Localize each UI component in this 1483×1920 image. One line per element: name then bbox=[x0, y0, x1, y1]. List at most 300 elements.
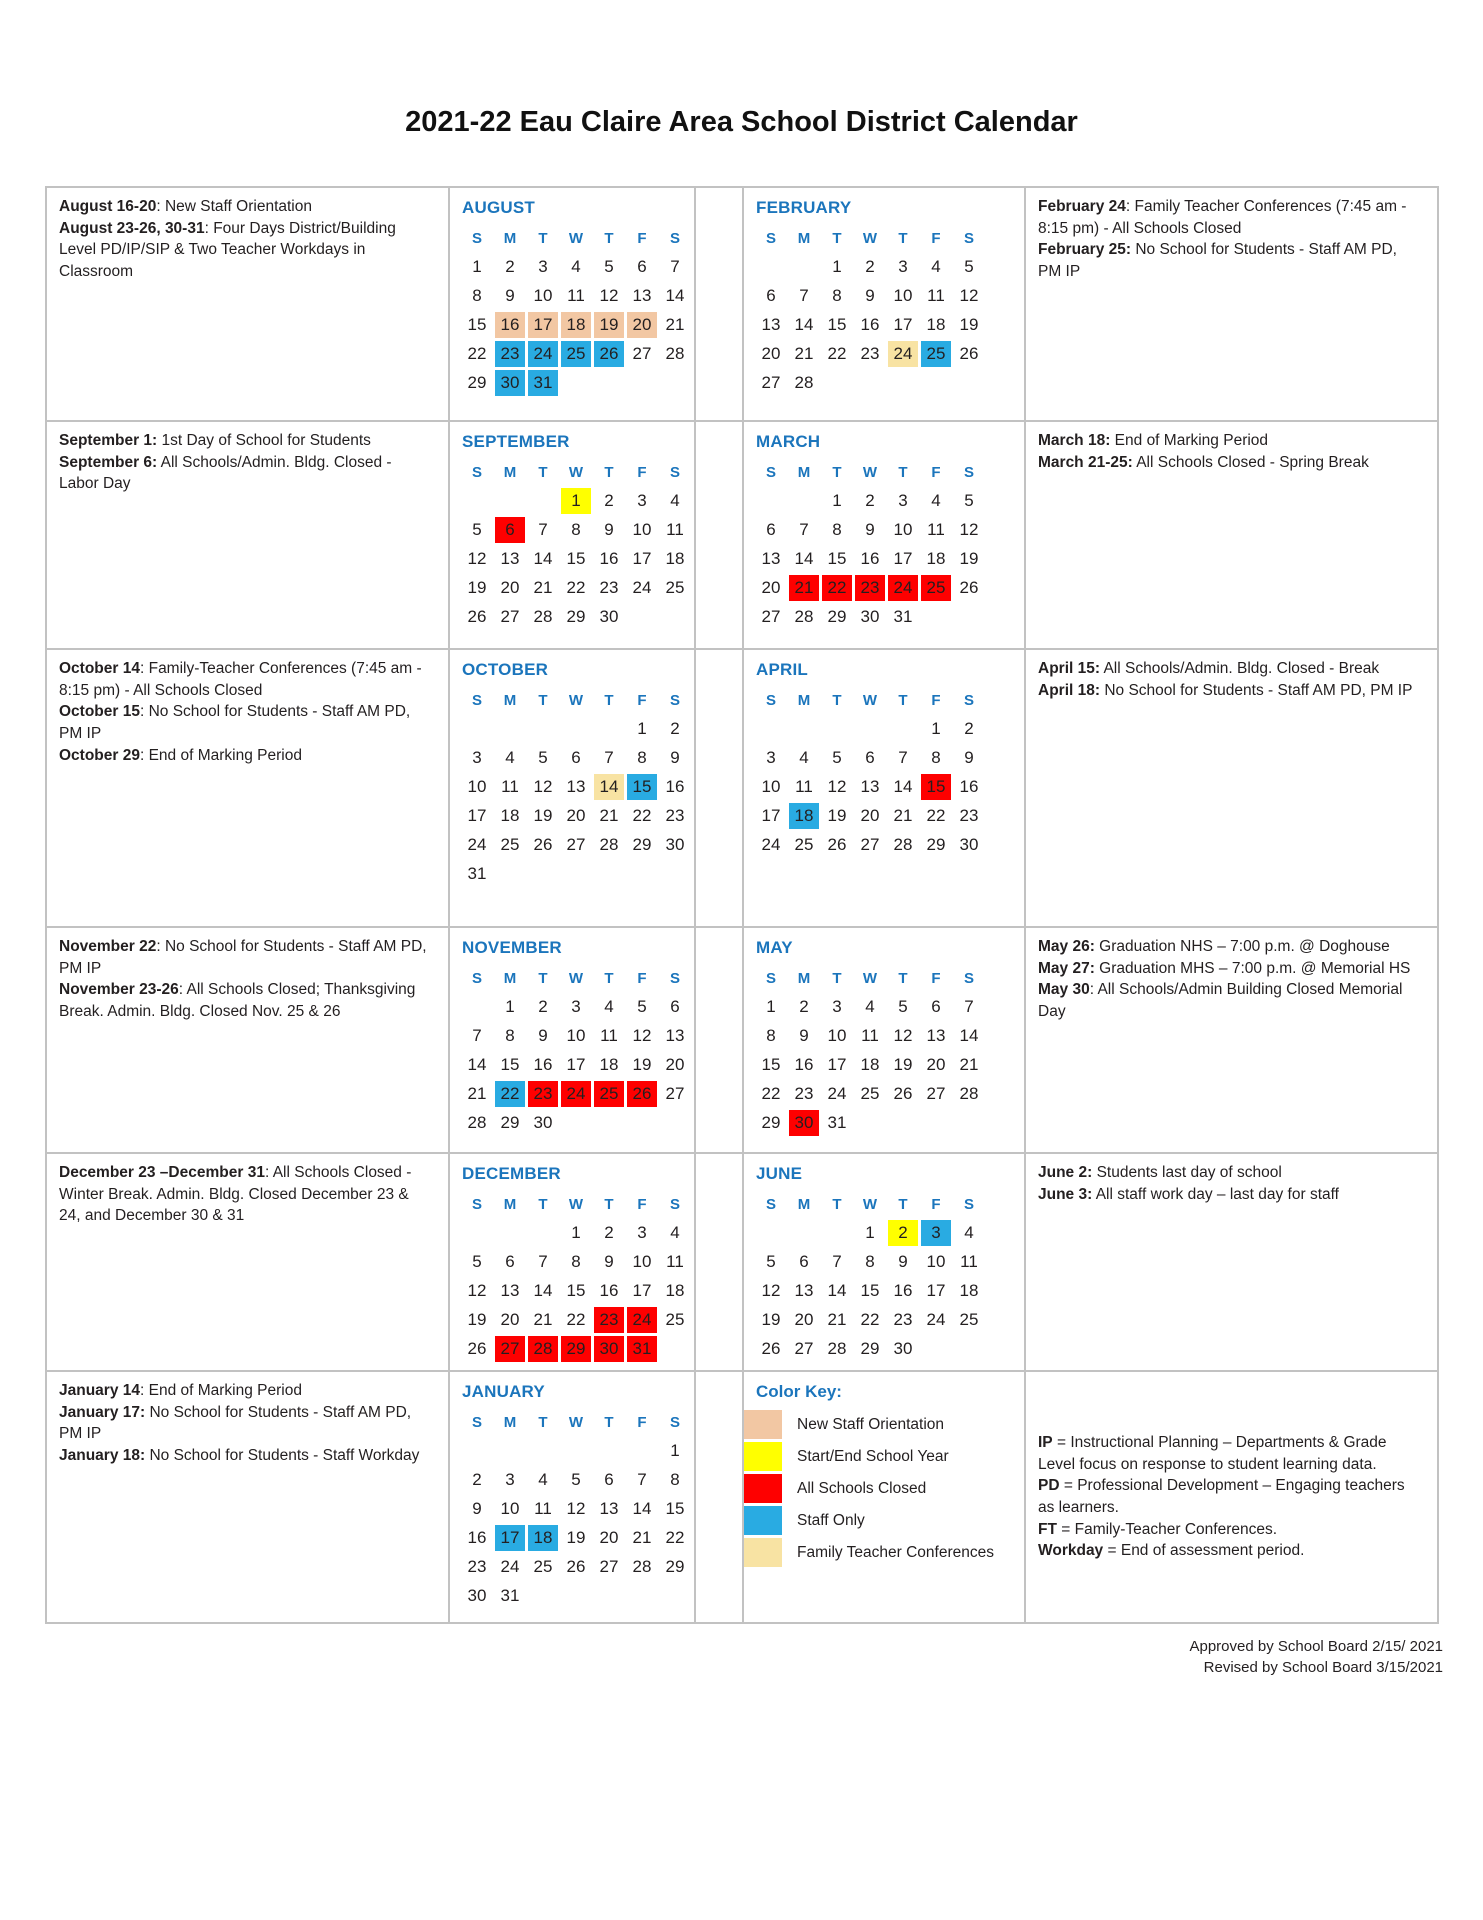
day-cell: 22 bbox=[926, 806, 946, 825]
blank-cell bbox=[888, 716, 918, 742]
note-event bbox=[59, 979, 434, 1022]
month-title: APRIL bbox=[756, 660, 808, 679]
blank-cell bbox=[528, 488, 558, 514]
day-cell: 10 bbox=[566, 1026, 586, 1045]
spacer-cell bbox=[696, 650, 742, 926]
day-cell: 7 bbox=[472, 1026, 482, 1045]
day-cell: 18 bbox=[789, 803, 819, 829]
day-cell: 2 bbox=[604, 1223, 614, 1242]
note-event-label: October 15 bbox=[59, 703, 140, 721]
day-cell: 19 bbox=[632, 1055, 652, 1074]
day-of-week-header: T bbox=[832, 463, 842, 481]
day-of-week-header: S bbox=[765, 1195, 776, 1213]
note-event-text: No School for Students - Staff AM PD, PM IP bbox=[1038, 241, 1397, 281]
day-cell: 24 bbox=[627, 1307, 657, 1333]
note-event-label: IP bbox=[1038, 1434, 1053, 1451]
day-cell: 21 bbox=[632, 1528, 652, 1547]
day-cell: 10 bbox=[467, 777, 487, 796]
day-cell: 16 bbox=[665, 777, 685, 796]
day-cell: 13 bbox=[632, 286, 652, 305]
day-cell: 22 bbox=[632, 806, 652, 825]
day-cell: 17 bbox=[495, 1525, 525, 1551]
day-of-week-header: T bbox=[832, 229, 842, 247]
note-event-label: April 15: bbox=[1038, 660, 1101, 677]
day-cell: 3 bbox=[766, 748, 776, 767]
day-cell: 26 bbox=[893, 1084, 913, 1103]
day-cell: 10 bbox=[761, 777, 781, 796]
note-event-label: April 18: bbox=[1038, 681, 1101, 699]
day-of-week-header: W bbox=[862, 969, 878, 987]
day-cell: 18 bbox=[528, 1525, 558, 1551]
day-cell: 19 bbox=[959, 549, 979, 568]
month-title: JANUARY bbox=[462, 1382, 545, 1401]
spacer-cell bbox=[696, 422, 742, 648]
note-event bbox=[1038, 1475, 1423, 1518]
note-event-text: : End of Marking Period bbox=[139, 746, 302, 764]
day-cell: 22 bbox=[822, 575, 852, 601]
day-cell: 9 bbox=[964, 748, 974, 767]
day-cell: 2 bbox=[799, 997, 809, 1016]
day-cell: 29 bbox=[860, 1339, 880, 1358]
days-grid bbox=[756, 687, 1024, 858]
note-event-text: : End of Marking Period bbox=[140, 1382, 302, 1399]
day-cell: 26 bbox=[467, 607, 487, 626]
day-cell: 12 bbox=[599, 286, 619, 305]
note-event bbox=[1038, 239, 1423, 282]
day-cell: 8 bbox=[571, 1252, 581, 1271]
day-cell: 21 bbox=[599, 806, 619, 825]
day-cell: 13 bbox=[500, 1281, 520, 1300]
day-cell: 17 bbox=[893, 315, 913, 334]
day-cell: 11 bbox=[567, 286, 585, 305]
day-cell: 10 bbox=[533, 286, 553, 305]
note-event-text: : Four Days District/Building Level PD/IP/SIP & Two Teacher Workdays in Classroom bbox=[59, 219, 396, 281]
day-cell: 12 bbox=[533, 777, 553, 796]
day-cell: 29 bbox=[761, 1113, 781, 1132]
blank-cell bbox=[495, 1220, 525, 1246]
days-grid bbox=[462, 225, 694, 396]
day-of-week-header: S bbox=[963, 691, 974, 709]
day-cell: 23 bbox=[893, 1310, 913, 1329]
note-event-text: All Schools/Admin. Bldg. Closed - Labor Day bbox=[59, 453, 392, 493]
day-cell: 25 bbox=[921, 341, 951, 367]
month-title: OCTOBER bbox=[462, 660, 549, 679]
day-cell: 9 bbox=[898, 1252, 908, 1271]
day-cell: 24 bbox=[528, 341, 558, 367]
day-cell: 9 bbox=[604, 1252, 614, 1271]
note-event-label: March 21-25: bbox=[1038, 453, 1133, 471]
note-event bbox=[59, 1445, 434, 1467]
day-cell: 12 bbox=[467, 549, 487, 568]
day-cell: 4 bbox=[670, 1223, 680, 1242]
day-of-week-header: F bbox=[637, 1413, 647, 1431]
blank-cell bbox=[495, 716, 525, 742]
day-cell: 10 bbox=[500, 1499, 520, 1518]
day-of-week-header: T bbox=[898, 691, 908, 709]
note-event-text: = Family-Teacher Conferences. bbox=[1056, 1520, 1278, 1538]
day-of-week-header: T bbox=[832, 969, 842, 987]
day-cell: 29 bbox=[566, 607, 586, 626]
day-of-week-header: M bbox=[503, 1195, 517, 1213]
day-cell: 23 bbox=[794, 1084, 814, 1103]
day-cell: 8 bbox=[637, 748, 647, 767]
day-cell: 2 bbox=[670, 719, 680, 738]
day-cell: 24 bbox=[500, 1557, 520, 1576]
note-event bbox=[1038, 658, 1423, 680]
day-cell: 20 bbox=[665, 1055, 685, 1074]
note-event-text: No School for Students - Staff AM PD, PM IP bbox=[59, 1403, 412, 1443]
day-cell: 11 bbox=[927, 520, 945, 539]
day-cell: 8 bbox=[931, 748, 941, 767]
day-of-week-header: M bbox=[797, 463, 811, 481]
day-of-week-header: S bbox=[765, 691, 776, 709]
day-cell: 16 bbox=[533, 1055, 553, 1074]
day-cell: 4 bbox=[670, 491, 680, 510]
day-cell: 18 bbox=[959, 1281, 979, 1300]
day-cell: 25 bbox=[959, 1310, 979, 1329]
day-cell: 23 bbox=[855, 575, 885, 601]
day-cell: 8 bbox=[472, 286, 482, 305]
day-cell: 30 bbox=[495, 370, 525, 396]
note-event bbox=[59, 1162, 434, 1227]
day-of-week-header: W bbox=[568, 1195, 584, 1213]
day-cell: 2 bbox=[865, 491, 875, 510]
day-cell: 11 bbox=[600, 1026, 618, 1045]
day-cell: 7 bbox=[898, 748, 908, 767]
blank-cell bbox=[822, 1220, 852, 1246]
day-of-week-header: T bbox=[898, 1195, 908, 1213]
day-cell: 7 bbox=[604, 748, 614, 767]
day-cell: 20 bbox=[926, 1055, 946, 1074]
day-cell: 10 bbox=[893, 520, 913, 539]
day-cell: 9 bbox=[538, 1026, 548, 1045]
month-title: DECEMBER bbox=[462, 1164, 561, 1183]
day-cell: 29 bbox=[632, 835, 652, 854]
left-note bbox=[47, 1372, 448, 1622]
day-cell: 3 bbox=[898, 491, 908, 510]
day-cell: 17 bbox=[632, 549, 652, 568]
note-event bbox=[59, 936, 434, 979]
day-cell: 24 bbox=[467, 835, 487, 854]
day-of-week-header: S bbox=[471, 969, 482, 987]
day-cell: 27 bbox=[761, 373, 781, 392]
day-cell: 28 bbox=[533, 607, 553, 626]
note-event-text: All Schools Closed - Spring Break bbox=[1132, 453, 1369, 471]
color-key-item bbox=[744, 1442, 1024, 1471]
note-event-label: June 2: bbox=[1038, 1164, 1093, 1181]
day-cell: 3 bbox=[505, 1470, 515, 1489]
day-cell: 19 bbox=[533, 806, 553, 825]
month-title: MAY bbox=[756, 938, 793, 957]
blank-cell bbox=[462, 488, 492, 514]
day-of-week-header: F bbox=[931, 1195, 941, 1213]
note-event-label: October 29 bbox=[59, 746, 140, 764]
day-cell: 26 bbox=[533, 835, 553, 854]
note-event-text: : All Schools Closed; Thanksgiving Break. Admin. Bldg. Closed Nov. 25 & 26 bbox=[59, 981, 416, 1021]
new_staff-swatch bbox=[744, 1410, 782, 1439]
day-cell: 15 bbox=[665, 1499, 685, 1518]
day-cell: 19 bbox=[761, 1310, 781, 1329]
day-cell: 26 bbox=[627, 1081, 657, 1107]
month-june bbox=[744, 1154, 1024, 1370]
day-cell: 18 bbox=[665, 549, 685, 568]
day-cell: 16 bbox=[599, 1281, 619, 1300]
day-of-week-header: F bbox=[637, 1195, 647, 1213]
day-cell: 21 bbox=[827, 1310, 847, 1329]
day-cell: 1 bbox=[832, 491, 842, 510]
month-title: FEBRUARY bbox=[756, 198, 852, 217]
day-cell: 19 bbox=[467, 578, 487, 597]
day-cell: 14 bbox=[533, 549, 553, 568]
note-event-text: = End of assessment period. bbox=[1103, 1542, 1305, 1560]
day-cell: 20 bbox=[566, 806, 586, 825]
day-cell: 23 bbox=[467, 1557, 487, 1576]
month-september bbox=[450, 422, 694, 648]
day-of-week-header: T bbox=[832, 691, 842, 709]
day-cell: 26 bbox=[827, 835, 847, 854]
day-cell: 15 bbox=[566, 549, 586, 568]
day-of-week-header: F bbox=[931, 229, 941, 247]
note-event-label: November 23-26 bbox=[59, 981, 179, 999]
day-cell: 25 bbox=[533, 1557, 553, 1576]
day-cell: 30 bbox=[665, 835, 685, 854]
day-of-week-header: T bbox=[604, 691, 614, 709]
note-event bbox=[59, 658, 434, 701]
day-cell: 27 bbox=[632, 344, 652, 363]
note-event bbox=[1038, 936, 1423, 958]
note-event-label: December 23 –December 31 bbox=[59, 1164, 265, 1181]
note-event-label: PD bbox=[1038, 1477, 1060, 1495]
day-cell: 29 bbox=[561, 1336, 591, 1362]
blank-cell bbox=[789, 254, 819, 280]
day-cell: 22 bbox=[827, 344, 847, 363]
right-note bbox=[1026, 1154, 1437, 1370]
day-cell: 20 bbox=[500, 1310, 520, 1329]
staff_only-swatch bbox=[744, 1506, 782, 1535]
blank-cell bbox=[789, 488, 819, 514]
note-event-text: : New Staff Orientation bbox=[156, 198, 312, 215]
day-cell: 22 bbox=[566, 1310, 586, 1329]
day-cell: 6 bbox=[865, 748, 875, 767]
note-event bbox=[1038, 1519, 1423, 1541]
day-cell: 3 bbox=[921, 1220, 951, 1246]
day-cell: 7 bbox=[832, 1252, 842, 1271]
note-event bbox=[59, 1402, 434, 1445]
blank-cell bbox=[627, 1438, 657, 1464]
day-cell: 1 bbox=[571, 1223, 581, 1242]
day-of-week-header: T bbox=[538, 1195, 548, 1213]
day-cell: 15 bbox=[566, 1281, 586, 1300]
day-cell: 30 bbox=[959, 835, 979, 854]
day-of-week-header: W bbox=[568, 229, 584, 247]
day-cell: 7 bbox=[538, 520, 548, 539]
color-key-label: Family Teacher Conferences bbox=[797, 1543, 994, 1561]
day-cell: 15 bbox=[627, 774, 657, 800]
day-of-week-header: S bbox=[765, 969, 776, 987]
note-event-text: All Schools/Admin. Bldg. Closed - Break bbox=[1100, 660, 1380, 677]
day-of-week-header: W bbox=[568, 463, 584, 481]
note-event-label: August 16-20 bbox=[59, 198, 157, 215]
day-cell: 18 bbox=[599, 1055, 619, 1074]
day-cell: 8 bbox=[766, 1026, 776, 1045]
day-cell: 24 bbox=[926, 1310, 946, 1329]
day-cell: 21 bbox=[893, 806, 913, 825]
day-cell: 15 bbox=[921, 774, 951, 800]
note-event-text: Graduation NHS – 7:00 p.m. @ Doghouse bbox=[1094, 938, 1390, 955]
day-of-week-header: S bbox=[669, 1413, 680, 1431]
start_end-swatch bbox=[744, 1442, 782, 1471]
day-cell: 12 bbox=[959, 286, 979, 305]
day-of-week-header: T bbox=[604, 1195, 614, 1213]
day-cell: 8 bbox=[571, 520, 581, 539]
day-cell: 18 bbox=[926, 549, 946, 568]
day-cell: 1 bbox=[637, 719, 647, 738]
note-event-label: March 18: bbox=[1038, 432, 1111, 449]
day-cell: 14 bbox=[632, 1499, 652, 1518]
day-of-week-header: W bbox=[862, 229, 878, 247]
note-event-label: June 3: bbox=[1038, 1185, 1093, 1203]
day-cell: 2 bbox=[964, 719, 974, 738]
day-cell: 9 bbox=[670, 748, 680, 767]
note-event-label: May 26: bbox=[1038, 938, 1095, 955]
blank-cell bbox=[855, 716, 885, 742]
day-cell: 5 bbox=[964, 257, 974, 276]
day-cell: 2 bbox=[505, 257, 515, 276]
day-of-week-header: W bbox=[568, 969, 584, 987]
day-cell: 22 bbox=[761, 1084, 781, 1103]
day-cell: 11 bbox=[960, 1252, 978, 1271]
days-grid bbox=[756, 225, 1024, 396]
note-event-label: February 25: bbox=[1038, 241, 1132, 259]
note-event bbox=[1038, 1432, 1423, 1475]
blank-cell bbox=[594, 716, 624, 742]
day-cell: 24 bbox=[827, 1084, 847, 1103]
day-cell: 20 bbox=[599, 1528, 619, 1547]
day-of-week-header: S bbox=[765, 463, 776, 481]
right-note bbox=[1026, 650, 1437, 926]
day-cell: 4 bbox=[538, 1470, 548, 1489]
day-cell: 5 bbox=[571, 1470, 581, 1489]
day-of-week-header: S bbox=[669, 969, 680, 987]
note-event-text: = Professional Development – Engaging teachers as learners. bbox=[1038, 1477, 1405, 1517]
day-cell: 31 bbox=[627, 1336, 657, 1362]
day-cell: 28 bbox=[528, 1336, 558, 1362]
day-cell: 16 bbox=[860, 549, 880, 568]
day-cell: 18 bbox=[860, 1055, 880, 1074]
day-of-week-header: S bbox=[669, 1195, 680, 1213]
day-cell: 27 bbox=[926, 1084, 946, 1103]
day-cell: 30 bbox=[789, 1110, 819, 1136]
day-of-week-header: S bbox=[963, 969, 974, 987]
day-cell: 13 bbox=[500, 549, 520, 568]
day-cell: 9 bbox=[865, 286, 875, 305]
day-cell: 21 bbox=[467, 1084, 487, 1103]
day-of-week-header: W bbox=[568, 691, 584, 709]
day-cell: 2 bbox=[865, 257, 875, 276]
day-cell: 6 bbox=[571, 748, 581, 767]
day-of-week-header: W bbox=[862, 1195, 878, 1213]
day-cell: 20 bbox=[794, 1310, 814, 1329]
day-cell: 1 bbox=[832, 257, 842, 276]
day-cell: 26 bbox=[959, 344, 979, 363]
blank-cell bbox=[756, 488, 786, 514]
note-event-text: 1st Day of School for Students bbox=[157, 432, 371, 449]
day-cell: 3 bbox=[637, 1223, 647, 1242]
day-cell: 30 bbox=[893, 1339, 913, 1358]
day-cell: 23 bbox=[528, 1081, 558, 1107]
day-cell: 9 bbox=[505, 286, 515, 305]
day-cell: 11 bbox=[501, 777, 519, 796]
day-cell: 14 bbox=[794, 549, 814, 568]
day-cell: 24 bbox=[888, 341, 918, 367]
day-of-week-header: T bbox=[604, 463, 614, 481]
day-cell: 9 bbox=[799, 1026, 809, 1045]
day-cell: 24 bbox=[888, 575, 918, 601]
day-cell: 27 bbox=[500, 607, 520, 626]
day-of-week-header: T bbox=[898, 463, 908, 481]
day-cell: 5 bbox=[472, 520, 482, 539]
day-cell: 12 bbox=[467, 1281, 487, 1300]
day-of-week-header: T bbox=[832, 1195, 842, 1213]
right-note bbox=[1026, 188, 1437, 420]
day-of-week-header: T bbox=[898, 229, 908, 247]
note-event-label: January 18: bbox=[59, 1447, 146, 1465]
day-cell: 5 bbox=[472, 1252, 482, 1271]
day-cell: 19 bbox=[827, 806, 847, 825]
blank-cell bbox=[594, 1438, 624, 1464]
day-of-week-header: S bbox=[471, 229, 482, 247]
day-of-week-header: F bbox=[637, 463, 647, 481]
day-cell: 10 bbox=[632, 1252, 652, 1271]
blank-cell bbox=[528, 1438, 558, 1464]
month-title: AUGUST bbox=[462, 198, 535, 217]
note-event bbox=[1038, 1540, 1423, 1562]
day-cell: 8 bbox=[832, 520, 842, 539]
day-cell: 12 bbox=[761, 1281, 781, 1300]
left-note bbox=[47, 188, 448, 420]
days-grid bbox=[462, 1191, 694, 1362]
day-cell: 15 bbox=[500, 1055, 520, 1074]
day-cell: 1 bbox=[561, 488, 591, 514]
day-cell: 15 bbox=[827, 549, 847, 568]
day-cell: 25 bbox=[860, 1084, 880, 1103]
day-cell: 2 bbox=[472, 1470, 482, 1489]
day-cell: 31 bbox=[500, 1586, 520, 1605]
day-cell: 4 bbox=[571, 257, 581, 276]
day-cell: 13 bbox=[665, 1026, 685, 1045]
day-cell: 11 bbox=[666, 1252, 684, 1271]
day-cell: 29 bbox=[500, 1113, 520, 1132]
day-cell: 15 bbox=[860, 1281, 880, 1300]
day-cell: 14 bbox=[594, 774, 624, 800]
day-cell: 13 bbox=[761, 315, 781, 334]
day-cell: 5 bbox=[637, 997, 647, 1016]
day-cell: 15 bbox=[761, 1055, 781, 1074]
note-event bbox=[1038, 958, 1423, 980]
day-cell: 21 bbox=[533, 1310, 553, 1329]
day-cell: 7 bbox=[670, 257, 680, 276]
day-cell: 23 bbox=[495, 341, 525, 367]
day-cell: 25 bbox=[500, 835, 520, 854]
day-of-week-header: W bbox=[862, 463, 878, 481]
day-cell: 13 bbox=[860, 777, 880, 796]
day-of-week-header: F bbox=[637, 229, 647, 247]
day-cell: 6 bbox=[766, 520, 776, 539]
note-event bbox=[1038, 1162, 1423, 1184]
day-cell: 18 bbox=[561, 312, 591, 338]
day-of-week-header: T bbox=[538, 691, 548, 709]
day-cell: 10 bbox=[926, 1252, 946, 1271]
